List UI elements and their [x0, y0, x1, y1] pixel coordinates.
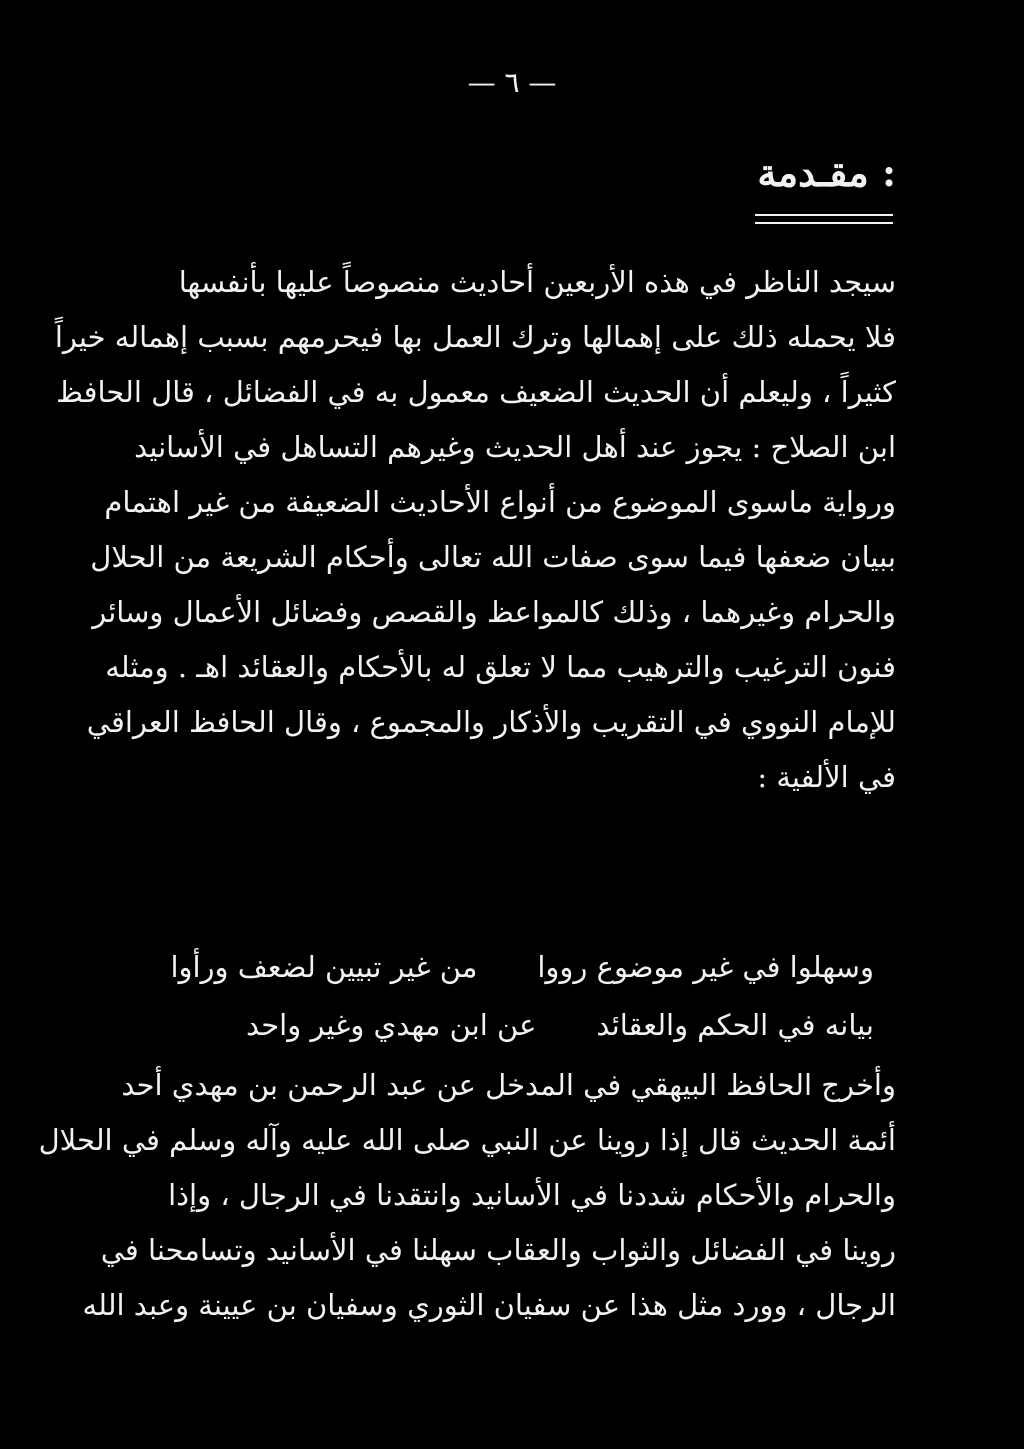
verse-hemistich: عن ابن مهدي وغير واحد	[245, 1008, 537, 1042]
text-line: روينا في الفضائل والثواب والعقاب سهلنا في الأسانيد وتسامحنا في	[100, 1233, 896, 1267]
paragraph-2	[38, 1058, 896, 1333]
text-line: وأخرج الحافظ البيهقي في المدخل عن عبد الرحمن بن مهدي أحد	[121, 1068, 896, 1102]
text-line: الرجال ، وورد مثل هذا عن سفيان الثوري وسفيان بن عيينة وعبد الله	[82, 1288, 896, 1322]
text-line: سيجد الناظر في هذه الأربعين أحاديث منصوصاً عليها بأنفسها	[178, 265, 896, 299]
heading-double-rule	[755, 214, 893, 224]
section-heading: : مقـدمة	[757, 150, 896, 195]
text-line: أئمة الحديث قال إذا روينا عن النبي صلى الله عليه وآله وسلم في الحلال	[38, 1123, 896, 1157]
verse-hemistich: من غير تبيين لضعف ورأوا	[170, 950, 478, 984]
text-line: كثيراً ، وليعلم أن الحديث الضعيف معمول به في الفضائل ، قال الحافظ	[56, 375, 896, 409]
text-line: ببيان ضعفها فيما سوى صفات الله تعالى وأحكام الشريعة من الحلال	[90, 540, 896, 574]
page-number: — ٦ —	[467, 66, 557, 99]
text-line: للإمام النووي في التقريب والأذكار والمجموع ، وقال الحافظ العراقي	[86, 705, 896, 739]
verse-line	[154, 996, 874, 1054]
text-line: ابن الصلاح : يجوز عند أهل الحديث وغيرهم التساهل في الأسانيد	[134, 430, 896, 464]
verse-line	[154, 938, 874, 996]
text-line: ورواية ماسوى الموضوع من أنواع الأحاديث الضعيفة من غير اهتمام	[104, 485, 896, 519]
text-line: والحرام وغيرهما ، وذلك كالمواعظ والقصص وفضائل الأعمال وسائر	[92, 595, 896, 629]
text-line: فلا يحمله ذلك على إهمالها وترك العمل بها فيحرمهم بسبب إهماله خيراً	[54, 320, 896, 354]
verse-hemistich: وسهلوا في غير موضوع رووا	[537, 950, 874, 984]
text-line: في الألفية :	[757, 760, 896, 794]
verse-block	[154, 938, 874, 1054]
paragraph-1	[54, 255, 896, 805]
text-line: والحرام والأحكام شددنا في الأسانيد وانتقدنا في الرجال ، وإذا	[168, 1178, 896, 1212]
text-line: فنون الترغيب والترهيب مما لا تعلق له بالأحكام والعقائد اهـ . ومثله	[105, 650, 896, 684]
verse-hemistich: بيانه في الحكم والعقائد	[596, 1008, 874, 1042]
